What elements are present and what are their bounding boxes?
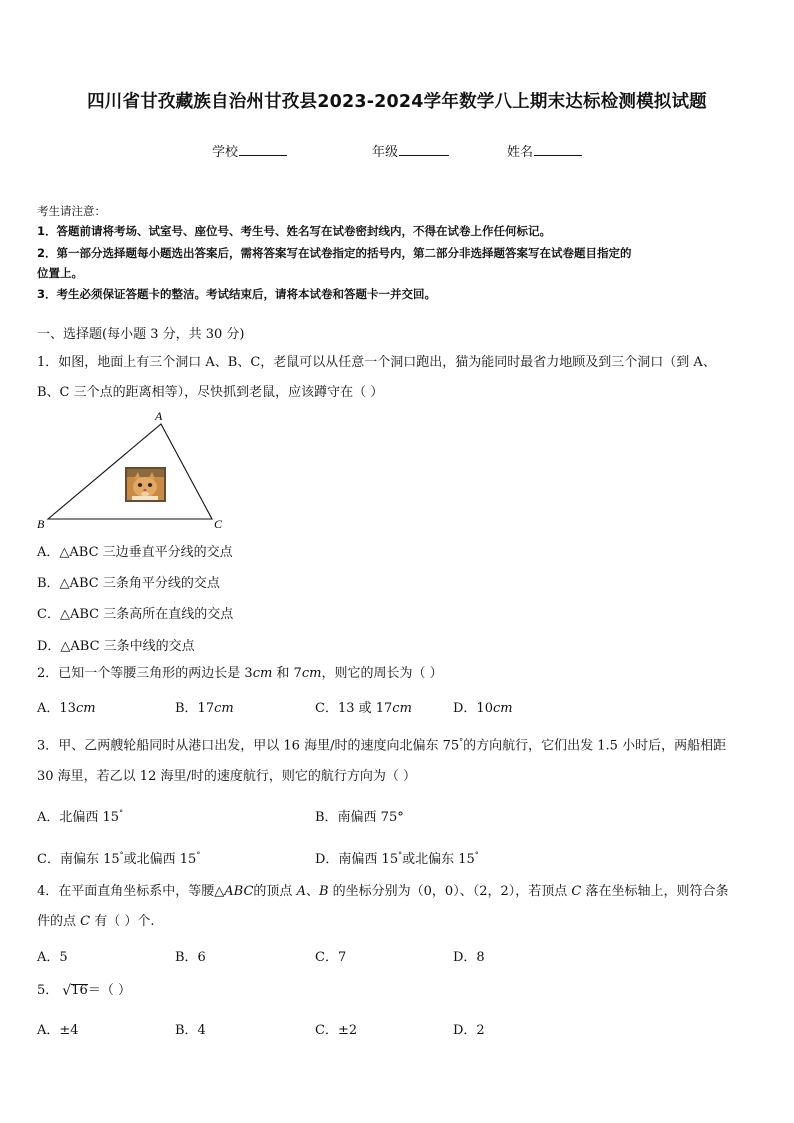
grade-label: 年级 — [372, 145, 399, 160]
q2-unit: cm — [252, 666, 273, 681]
sqrt-expression — [62, 983, 88, 999]
q2-option-c[interactable] — [315, 697, 412, 716]
school-field[interactable] — [212, 141, 287, 160]
q5-option-a[interactable]: A．±4 — [37, 1023, 79, 1038]
vertex-a-label: A — [155, 409, 163, 423]
degree-mark: ° — [398, 850, 403, 860]
q2-option-a-unit: cm — [75, 701, 96, 716]
q2-option-b-value: B．17 — [175, 701, 215, 716]
grade-blank[interactable] — [399, 143, 449, 156]
q4-text-a: 4．在平面直角坐标系中，等腰△ — [37, 884, 225, 899]
q2-text-pre: 2．已知一个等腰三角形的两边长是 3 — [37, 666, 253, 681]
sqrt-radicand: 16 — [71, 983, 88, 998]
grade-field[interactable] — [372, 141, 449, 160]
q3-option-c-text-1: C．南偏东 15 — [37, 852, 120, 867]
question-1-line-2: B、C 三个点的距离相等），尽快抓到老鼠，应该蹲守在（ ） — [37, 385, 384, 400]
q3-option-d-text-2: 或北偏东 15 — [402, 852, 475, 867]
q5-num: 5． — [37, 983, 59, 998]
question-4-line-1 — [37, 884, 728, 900]
q3-line1-pre: 3．甲、乙两艘轮船同时从港口出发，甲以 16 海里/时的速度向北偏东 75 — [37, 738, 460, 754]
q4-text-c: 、 — [305, 884, 319, 899]
notice-item-2 — [37, 245, 632, 261]
notice-item-1 — [37, 223, 551, 239]
question-1-line-1: 1．如图，地面上有三个洞口 A、B、C，老鼠可以从任意一个洞口跑出，猫为能同时最省力地顾及到三个洞口（到 A、 — [37, 355, 716, 370]
notice-heading: 考生请注意： — [37, 204, 106, 218]
q2-option-a[interactable] — [37, 697, 96, 716]
q4-option-a[interactable]: A．5 — [37, 950, 68, 965]
q3-option-d-text-1: D．南偏西 15 — [315, 852, 399, 867]
vertex-c-label: C — [214, 517, 223, 531]
q3-option-a[interactable] — [37, 806, 123, 825]
q3-option-c[interactable] — [37, 848, 200, 867]
q2-option-d-value: D．10 — [453, 701, 493, 716]
notice-item-3 — [37, 286, 436, 302]
q4-point-c: C — [571, 884, 582, 899]
section-heading: 一、选择题(每小题 3 分，共 30 分) — [37, 327, 245, 342]
q1-option-d[interactable]: D．△ABC 三条中线的交点 — [37, 639, 195, 654]
degree-mark: ° — [196, 850, 201, 860]
degree-mark: ° — [119, 850, 124, 860]
q3-line1-post: 的方向航行，它们出发 1.5 小时后，两船相距 — [463, 738, 727, 754]
question-3-line-1 — [37, 734, 726, 754]
question-5 — [37, 983, 131, 999]
q4-point-a: A — [296, 884, 306, 899]
notice-item-2-text-b: 位置上。 — [37, 266, 83, 280]
cat-picture — [125, 467, 166, 502]
q4-option-d[interactable]: D．8 — [453, 950, 485, 965]
q3-option-d[interactable] — [315, 848, 479, 867]
q5-post: ＝（ ） — [87, 983, 131, 998]
question-2 — [37, 666, 443, 682]
q3-option-b[interactable]: B．南偏西 75° — [315, 810, 404, 825]
q4-triangle-name: ABC — [224, 884, 254, 899]
degree-mark: ° — [459, 737, 464, 746]
name-label: 姓名 — [507, 145, 534, 160]
q2-text-post: ，则它的周长为（ ） — [321, 666, 443, 681]
q4-text-e: 落在坐标轴上，则符合条 — [581, 884, 729, 899]
q4-line2-point-c: C — [80, 914, 91, 929]
notice-item-1-text: 答题前请将考场、试室号、座位号、考生号、姓名写在试卷密封线内，不得在试卷上作任何标记。 — [56, 224, 552, 238]
question-4-line-2 — [37, 914, 155, 930]
notice-item-2-num: 2． — [37, 246, 57, 260]
q5-option-b[interactable]: B．4 — [175, 1023, 206, 1038]
question-3-line-2: 30 海里，若乙以 12 海里/时的速度航行，则它的航行方向为（ ） — [37, 769, 416, 784]
name-blank[interactable] — [534, 143, 582, 156]
degree-mark: ° — [474, 850, 479, 860]
q2-option-a-value: A．13 — [37, 701, 76, 716]
q1-option-c[interactable]: C．△ABC 三条高所在直线的交点 — [37, 607, 234, 622]
q2-option-d-unit: cm — [492, 701, 513, 716]
q2-option-c-value: C．13 或 17 — [315, 701, 393, 716]
q4-option-c[interactable]: C．7 — [315, 950, 347, 965]
notice-item-2-cont — [37, 265, 83, 281]
q1-option-b[interactable]: B．△ABC 三条角平分线的交点 — [37, 576, 220, 591]
q2-option-c-unit: cm — [392, 701, 412, 716]
triangle-figure — [34, 408, 234, 533]
page-title: 四川省甘孜藏族自治州甘孜县2023-2024学年数学八上期末达标检测模拟试题 — [87, 92, 707, 112]
q4-point-b: B — [318, 884, 329, 899]
vertex-b-label: B — [37, 517, 45, 531]
q4-line2-b: 有（ ）个. — [90, 914, 155, 929]
sqrt-sign-icon: √ — [62, 983, 72, 999]
q4-option-b[interactable]: B．6 — [175, 950, 206, 965]
q2-option-b-unit: cm — [214, 701, 234, 716]
notice-item-3-text: 考生必须保证答题卡的整洁。考试结束后，请将本试卷和答题卡一并交回。 — [56, 287, 437, 301]
q1-option-a[interactable]: A．△ABC 三边垂直平分线的交点 — [37, 545, 233, 560]
q4-line2-a: 件的点 — [37, 914, 81, 929]
q4-text-b: 的顶点 — [253, 884, 297, 899]
name-field[interactable] — [507, 141, 582, 160]
q2-text-mid: 和 7 — [272, 666, 302, 681]
q4-text-d: 的坐标分别为（0，0）、（2，2），若顶点 — [328, 884, 572, 899]
q3-option-a-text: A．北偏西 15 — [37, 810, 120, 825]
q2-option-b[interactable] — [175, 697, 234, 716]
degree-mark: ° — [119, 808, 124, 818]
notice-item-1-num: 1． — [37, 224, 57, 238]
notice-item-2-text: 第一部分选择题每小题选出答案后，需将答案写在试卷指定的括号内，第二部分非选择题答案写在试卷题目指定的 — [56, 246, 632, 260]
q2-unit: cm — [301, 666, 322, 681]
q3-option-c-text-2: 或北偏西 15 — [123, 852, 197, 867]
q2-option-d[interactable] — [453, 697, 513, 716]
q5-option-d[interactable]: D．2 — [453, 1023, 485, 1038]
notice-item-3-num: 3． — [37, 287, 57, 301]
q5-option-c[interactable]: C．±2 — [315, 1023, 358, 1038]
school-blank[interactable] — [239, 143, 287, 156]
school-label: 学校 — [212, 145, 239, 160]
